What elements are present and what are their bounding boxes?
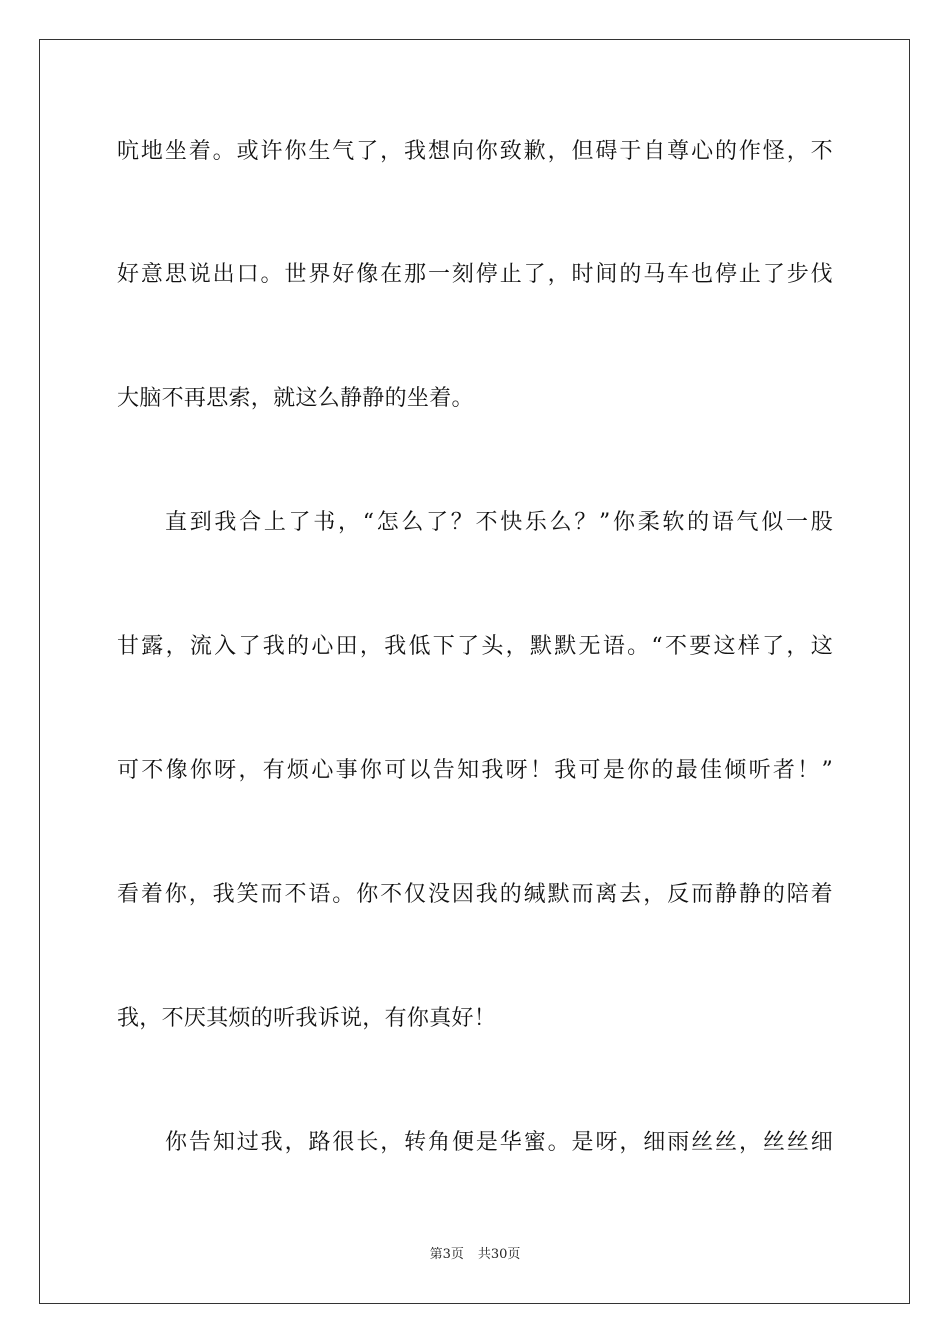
text-line: 甘露，流入了我的心田，我低下了头，默默无语。“不要这样了，这 <box>117 634 833 659</box>
text-line: 我，不厌其烦的听我诉说，有你真好！ <box>117 1006 497 1031</box>
page-footer <box>0 1246 950 1264</box>
text-line: 你告知过我，路很长，转角便是华蜜。是呀，细雨丝丝，丝丝细 <box>165 1130 833 1155</box>
text-line: 大脑不再思索，就这么静静的坐着。 <box>117 386 474 411</box>
text-line: 看着你，我笑而不语。你不仅没因我的缄默而离去，反而静静的陪着 <box>117 882 833 907</box>
text-line: 可不像你呀，有烦心事你可以告知我呀！我可是你的最佳倾听者！” <box>117 758 833 783</box>
page-border <box>39 39 910 1304</box>
text-line: 直到我合上了书，“怎么了？不快乐么？”你柔软的语气似一股 <box>165 510 833 535</box>
text-line: 吭地坐着。或许你生气了，我想向你致歉，但碍于自尊心的作怪，不 <box>117 139 833 164</box>
total-pages: 共30页 <box>477 1247 521 1262</box>
text-line: 好意思说出口。世界好像在那一刻停止了，时间的马车也停止了步伐 <box>117 262 833 287</box>
page-number: 第3页 <box>429 1247 464 1262</box>
